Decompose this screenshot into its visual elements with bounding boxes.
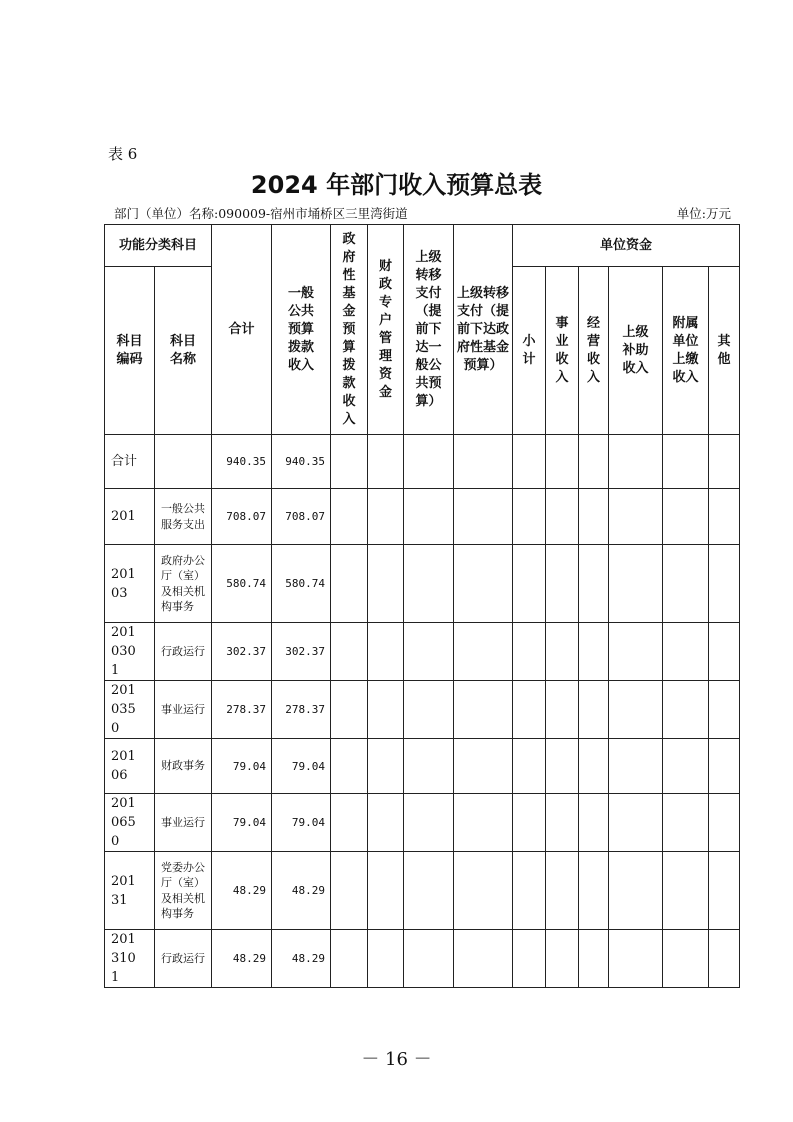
empty-cell: [579, 739, 609, 794]
header-gov-fund: 政府性基金预算拨款收入: [331, 225, 368, 435]
row-total: 278.37: [212, 681, 272, 739]
department-name: 部门（单位）名称:090009-宿州市埇桥区三里湾街道: [114, 206, 408, 221]
table-row: [105, 739, 740, 794]
row-general: 708.07: [272, 489, 331, 545]
empty-cell: [609, 489, 663, 545]
page-number: － 16 －: [361, 1049, 432, 1070]
empty-cell: [513, 930, 546, 988]
empty-cell: [663, 681, 709, 739]
empty-cell: [579, 794, 609, 852]
empty-cell: [513, 681, 546, 739]
header-affiliated-income: 附属单位上缴收入: [663, 267, 709, 435]
empty-cell: [546, 794, 579, 852]
empty-cell: [709, 852, 740, 930]
empty-cell: [663, 739, 709, 794]
row-code: 20103: [105, 545, 155, 623]
empty-cell: [609, 794, 663, 852]
row-name: 财政事务: [155, 739, 212, 794]
table-row: [105, 435, 740, 489]
empty-cell: [404, 489, 454, 545]
empty-cell: [709, 794, 740, 852]
header-subsidy-income: 上级补助收入: [609, 267, 663, 435]
table-row: [105, 930, 740, 988]
row-name: 政府办公厅（室）及相关机构事务: [155, 545, 212, 623]
page-title: 2024 年部门收入预算总表: [250, 171, 543, 199]
empty-cell: [513, 545, 546, 623]
budget-table: [104, 224, 740, 988]
row-code: 20106: [105, 739, 155, 794]
empty-cell: [513, 623, 546, 681]
empty-cell: [404, 623, 454, 681]
empty-cell: [546, 852, 579, 930]
empty-cell: [368, 489, 404, 545]
row-general: 580.74: [272, 545, 331, 623]
empty-cell: [709, 681, 740, 739]
row-general: 940.35: [272, 435, 331, 489]
empty-cell: [579, 681, 609, 739]
row-general: 48.29: [272, 930, 331, 988]
empty-cell: [368, 623, 404, 681]
row-total: 580.74: [212, 545, 272, 623]
empty-cell: [579, 545, 609, 623]
empty-cell: [331, 852, 368, 930]
empty-cell: [404, 435, 454, 489]
table-row: [105, 794, 740, 852]
empty-cell: [663, 930, 709, 988]
unit-label: 单位:万元: [676, 206, 731, 221]
empty-cell: [331, 930, 368, 988]
row-code: 2010301: [105, 623, 155, 681]
empty-cell: [513, 739, 546, 794]
empty-cell: [454, 852, 513, 930]
header-name: 科目名称: [155, 267, 212, 435]
row-code: 2010350: [105, 681, 155, 739]
empty-cell: [663, 852, 709, 930]
empty-cell: [609, 435, 663, 489]
header-transfer-general: 上级转移支付（提前下达一般公共预算）: [404, 225, 454, 435]
row-name: [155, 435, 212, 489]
empty-cell: [331, 623, 368, 681]
row-general: 278.37: [272, 681, 331, 739]
empty-cell: [709, 623, 740, 681]
row-code: 合计: [105, 435, 155, 489]
empty-cell: [368, 435, 404, 489]
empty-cell: [609, 739, 663, 794]
empty-cell: [368, 794, 404, 852]
empty-cell: [579, 489, 609, 545]
empty-cell: [454, 681, 513, 739]
table-row: [105, 623, 740, 681]
empty-cell: [609, 623, 663, 681]
empty-cell: [404, 794, 454, 852]
row-name: 一般公共服务支出: [155, 489, 212, 545]
empty-cell: [546, 435, 579, 489]
empty-cell: [663, 794, 709, 852]
empty-cell: [368, 739, 404, 794]
row-code: 20131: [105, 852, 155, 930]
empty-cell: [663, 435, 709, 489]
header-operating-income: 经营收入: [579, 267, 609, 435]
empty-cell: [609, 930, 663, 988]
row-general: 79.04: [272, 739, 331, 794]
header-code: 科目编码: [105, 267, 155, 435]
row-name: 党委办公厅（室）及相关机构事务: [155, 852, 212, 930]
header-subtotal: 小计: [513, 267, 546, 435]
empty-cell: [404, 739, 454, 794]
table-row: [105, 545, 740, 623]
row-total: 940.35: [212, 435, 272, 489]
row-name: 行政运行: [155, 623, 212, 681]
empty-cell: [513, 794, 546, 852]
empty-cell: [454, 435, 513, 489]
header-transfer-fund: 上级转移支付（提前下达政府性基金预算）: [454, 225, 513, 435]
empty-cell: [709, 930, 740, 988]
empty-cell: [709, 739, 740, 794]
empty-cell: [609, 681, 663, 739]
empty-cell: [513, 489, 546, 545]
empty-cell: [331, 435, 368, 489]
row-name: 事业运行: [155, 794, 212, 852]
empty-cell: [368, 930, 404, 988]
row-name: 事业运行: [155, 681, 212, 739]
empty-cell: [546, 623, 579, 681]
empty-cell: [404, 852, 454, 930]
empty-cell: [454, 623, 513, 681]
empty-cell: [368, 852, 404, 930]
row-general: 79.04: [272, 794, 331, 852]
empty-cell: [331, 739, 368, 794]
row-total: 79.04: [212, 794, 272, 852]
empty-cell: [546, 489, 579, 545]
row-total: 48.29: [212, 930, 272, 988]
empty-cell: [663, 489, 709, 545]
empty-cell: [663, 545, 709, 623]
header-special-account: 财政专户管理资金: [368, 225, 404, 435]
header-total: 合计: [212, 225, 272, 435]
empty-cell: [709, 489, 740, 545]
empty-cell: [454, 794, 513, 852]
table-label: 表 6: [108, 145, 138, 163]
empty-cell: [404, 930, 454, 988]
row-total: 48.29: [212, 852, 272, 930]
row-code: 201: [105, 489, 155, 545]
empty-cell: [368, 545, 404, 623]
empty-cell: [546, 545, 579, 623]
empty-cell: [579, 852, 609, 930]
empty-cell: [609, 545, 663, 623]
empty-cell: [579, 435, 609, 489]
table-row: [105, 489, 740, 545]
empty-cell: [331, 794, 368, 852]
row-general: 48.29: [272, 852, 331, 930]
row-total: 708.07: [212, 489, 272, 545]
table-row: [105, 852, 740, 930]
empty-cell: [404, 545, 454, 623]
empty-cell: [404, 681, 454, 739]
empty-cell: [546, 681, 579, 739]
row-total: 302.37: [212, 623, 272, 681]
empty-cell: [454, 545, 513, 623]
empty-cell: [368, 681, 404, 739]
row-name: 行政运行: [155, 930, 212, 988]
empty-cell: [579, 930, 609, 988]
row-code: 2013101: [105, 930, 155, 988]
header-func-class: 功能分类科目: [105, 225, 212, 267]
row-code: 2010650: [105, 794, 155, 852]
empty-cell: [709, 545, 740, 623]
row-total: 79.04: [212, 739, 272, 794]
table-row: [105, 681, 740, 739]
empty-cell: [454, 489, 513, 545]
empty-cell: [331, 489, 368, 545]
header-business-income: 事业收入: [546, 267, 579, 435]
empty-cell: [454, 930, 513, 988]
empty-cell: [579, 623, 609, 681]
empty-cell: [663, 623, 709, 681]
empty-cell: [454, 739, 513, 794]
header-unit-funds: 单位资金: [513, 225, 740, 267]
header-general-budget: 一般公共预算拨款收入: [272, 225, 331, 435]
row-general: 302.37: [272, 623, 331, 681]
empty-cell: [709, 435, 740, 489]
empty-cell: [513, 852, 546, 930]
empty-cell: [609, 852, 663, 930]
empty-cell: [546, 930, 579, 988]
empty-cell: [546, 739, 579, 794]
empty-cell: [331, 545, 368, 623]
empty-cell: [331, 681, 368, 739]
header-other: 其他: [709, 267, 740, 435]
empty-cell: [513, 435, 546, 489]
